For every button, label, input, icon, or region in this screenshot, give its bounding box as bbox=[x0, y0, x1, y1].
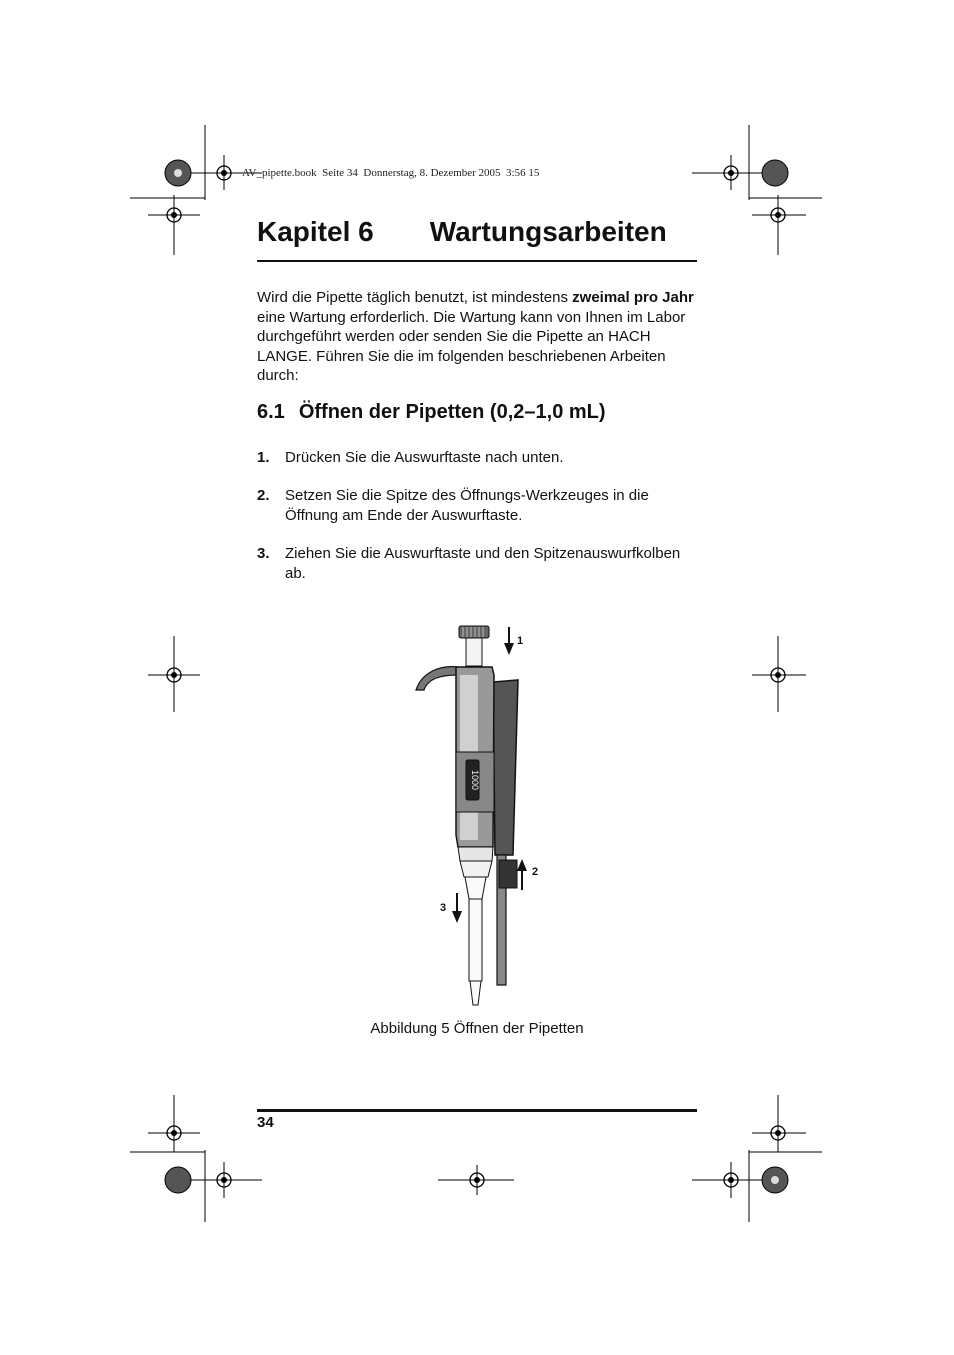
step-text: Drücken Sie die Auswurftaste nach unten. bbox=[285, 449, 564, 466]
intro-paragraph bbox=[257, 288, 702, 386]
pipette-illustration bbox=[400, 615, 560, 1015]
step-item bbox=[257, 448, 697, 470]
volume-display: 1000 bbox=[470, 769, 480, 791]
step-item bbox=[257, 544, 697, 586]
footer-rule bbox=[257, 1109, 697, 1112]
pipette-svg bbox=[400, 615, 560, 1015]
intro-text-1: Wird die Pipette täglich benutzt, ist mindestens bbox=[257, 289, 573, 306]
section-number: 6.1 bbox=[257, 401, 285, 423]
figure-caption: Abbildung 5 Öffnen der Pipetten bbox=[370, 1020, 584, 1037]
step-number: 3. bbox=[257, 545, 270, 562]
step-item bbox=[257, 486, 697, 528]
step-number: 1. bbox=[257, 449, 270, 466]
section-heading bbox=[257, 401, 606, 424]
page-number: 34 bbox=[257, 1114, 274, 1131]
chapter-title: Wartungsarbeiten bbox=[429, 216, 667, 247]
step-text: Setzen Sie die Spitze des Öffnungs-Werkzeuges in die Öffnung am Ende der Auswurftaste. bbox=[285, 487, 649, 524]
chapter-heading bbox=[257, 216, 697, 248]
step-number: 2. bbox=[257, 487, 270, 504]
arrow-label-1: 1 bbox=[517, 635, 524, 647]
intro-bold: zweimal pro Jahr bbox=[572, 289, 694, 306]
step-text: Ziehen Sie die Auswurftaste und den Spitzenauswurfkolben ab. bbox=[285, 545, 681, 582]
section-title: Öffnen der Pipetten (0,2–1,0 mL) bbox=[298, 401, 606, 423]
arrow-label-2: 2 bbox=[532, 866, 539, 878]
intro-text-2: eine Wartung erforderlich. Die Wartung kann von Ihnen im Labor durchgeführt werden oder senden Sie die Pipette an HACH LANGE. Führen Sie die im folgenden beschriebenen Arbeiten durch: bbox=[257, 308, 686, 384]
arrow-label-3: 3 bbox=[440, 902, 447, 914]
chapter-number: Kapitel 6 bbox=[257, 216, 374, 247]
print-info-header: AV_pipette.book Seite 34 Donnerstag, 8. Dezember 2005 3:56 15 bbox=[242, 167, 540, 179]
chapter-rule bbox=[257, 260, 697, 262]
